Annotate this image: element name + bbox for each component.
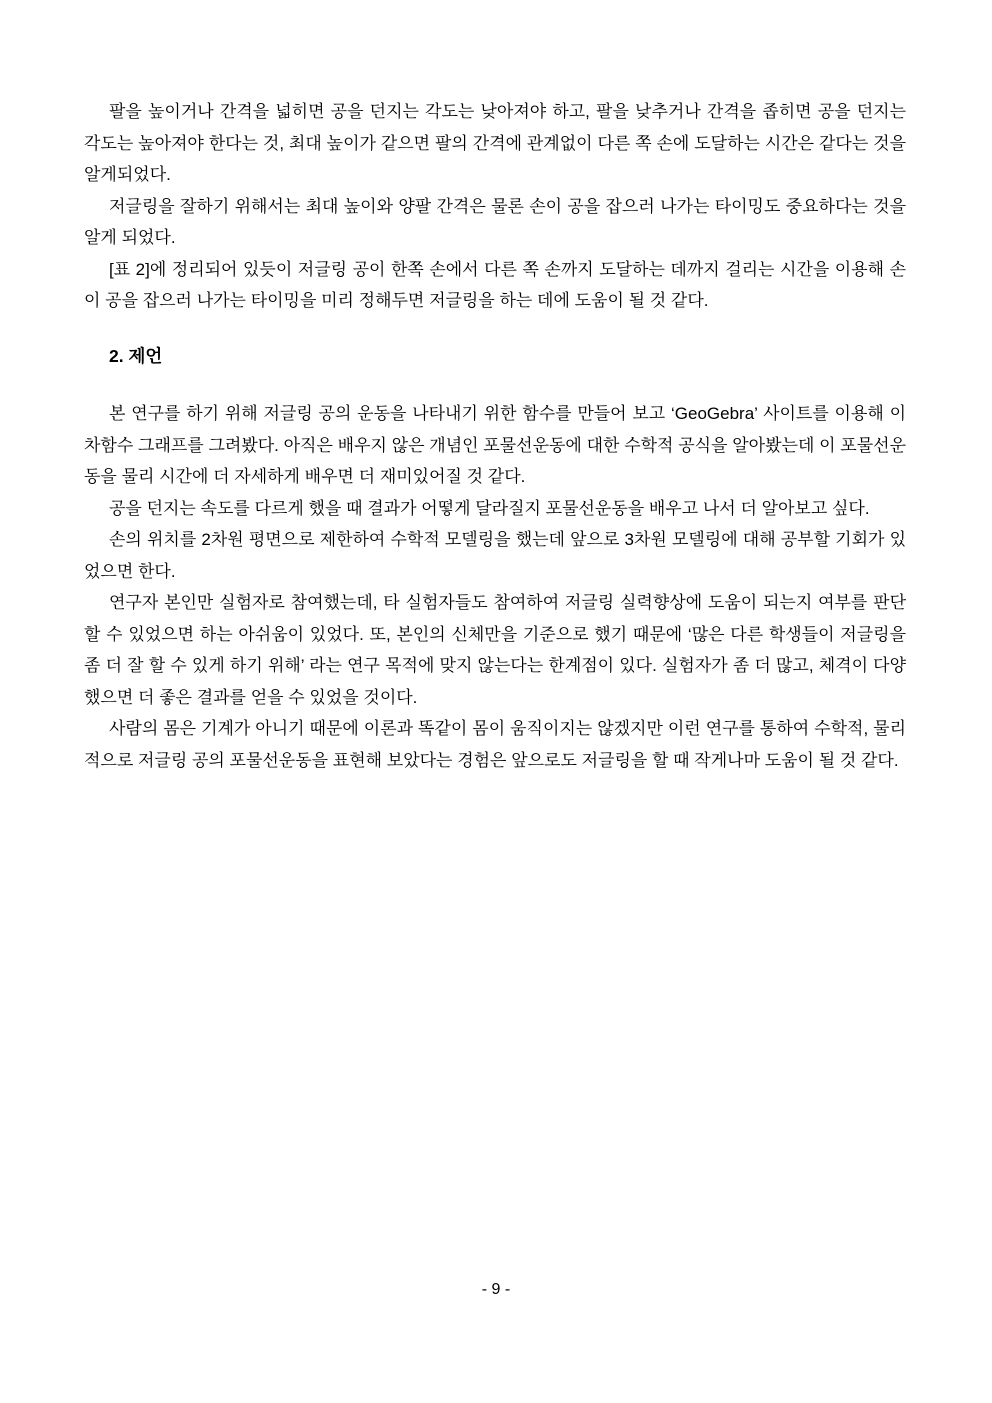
paragraph-suggestion-1: 본 연구를 하기 위해 저글링 공의 운동을 나타내기 위한 함수를 만들어 보고 ‘GeoGebra’ 사이트를 이용해 이차함수 그래프를 그려봤다. 아직은 배우지 않은 개념인 포물선운동에 대한 수학적 공식을 알아봤는데 이 포물선운동을 물리 시간에 더 자세하게 배우면 더 재미있어질 것 같다. bbox=[84, 404, 906, 486]
document-body bbox=[84, 96, 906, 776]
paragraph-conclusion-1: 팔을 높이거나 간격을 넓히면 공을 던지는 각도는 낮아져야 하고, 팔을 낮추거나 간격을 좁히면 공을 던지는 각도는 높아져야 한다는 것, 최대 높이가 같으면 팔의 간격에 관계없이 다른 쪽 손에 도달하는 시간은 같다는 것을 알게되었다. bbox=[84, 102, 906, 184]
paragraph-conclusion-2: 저글링을 잘하기 위해서는 최대 높이와 양팔 간격은 물론 손이 공을 잡으러 나가는 타이밍도 중요하다는 것을 알게 되었다. bbox=[84, 196, 906, 247]
section-heading-suggestions: 2. 제언 bbox=[109, 345, 163, 366]
paragraph-conclusion-3: [표 2]에 정리되어 있듯이 저글링 공이 한쪽 손에서 다른 쪽 손까지 도달하는 데까지 걸리는 시간을 이용해 손이 공을 잡으러 나가는 타이밍을 미리 정해두면 저글링을 하는 데에 도움이 될 것 같다. bbox=[84, 259, 906, 310]
paragraph-suggestion-5: 사람의 몸은 기계가 아니기 때문에 이론과 똑같이 몸이 움직이지는 않겠지만 이런 연구를 통하여 수학적, 물리적으로 저글링 공의 포물선운동을 표현해 보았다는 경험은 앞으로도 저글링을 할 때 작게나마 도움이 될 것 같다. bbox=[84, 719, 906, 770]
paragraph-suggestion-4: 연구자 본인만 실험자로 참여했는데, 타 실험자들도 참여하여 저글링 실력향상에 도움이 되는지 여부를 판단할 수 있었으면 하는 아쉬움이 있었다. 또, 본인의 신체만을 기준으로 했기 때문에 ‘많은 다른 학생들이 저글링을 좀 더 잘 할 수 있게 하기 위해’ 라는 연구 목적에 맞지 않는다는 한계점이 있다. 실험자가 좀 더 많고, 체격이 다양했으면 더 좋은 결과를 얻을 수 있었을 것이다. bbox=[84, 593, 906, 707]
paragraph-suggestion-2: 공을 던지는 속도를 다르게 했을 때 결과가 어떻게 달라질지 포물선운동을 배우고 나서 더 알아보고 싶다. bbox=[109, 498, 870, 518]
page-number: - 9 - bbox=[481, 1281, 511, 1298]
paragraph-suggestion-3: 손의 위치를 2차원 평면으로 제한하여 수학적 모델링을 했는데 앞으로 3차원 모델링에 대해 공부할 기회가 있었으면 한다. bbox=[84, 530, 906, 581]
